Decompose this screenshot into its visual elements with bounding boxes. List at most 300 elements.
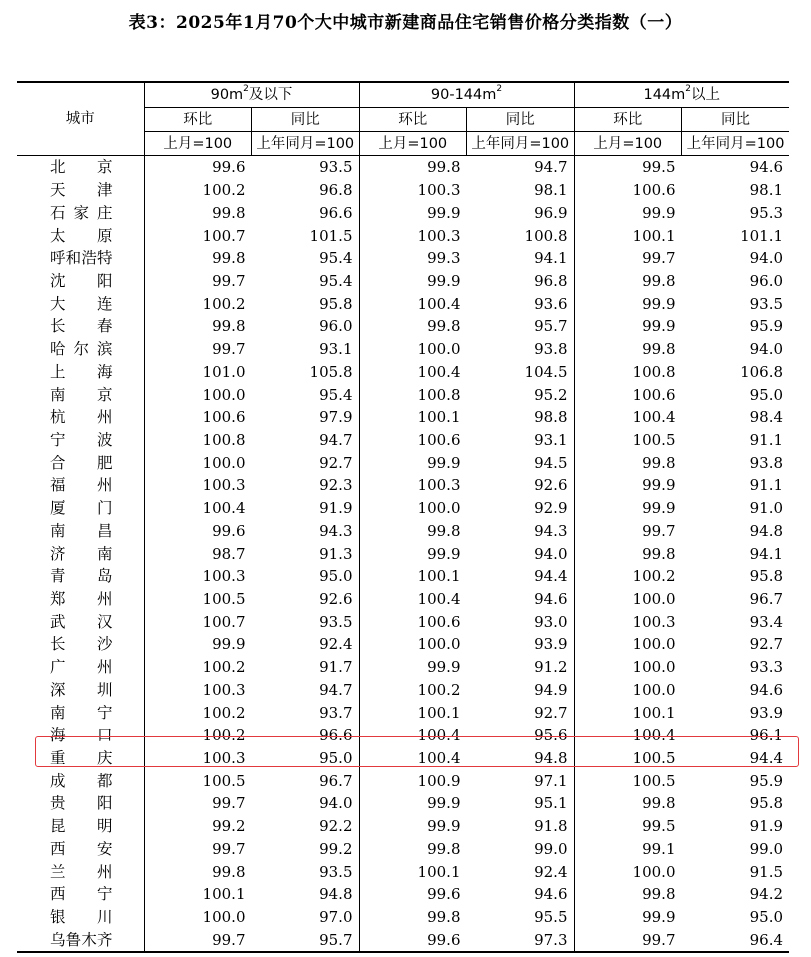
group-header-text: 90-144m — [430, 87, 497, 103]
yoy-header: 同比 — [467, 108, 575, 132]
index-value-cell: 94.6 — [467, 588, 575, 611]
city-name: 昆明 — [17, 815, 144, 838]
index-value-cell: 100.0 — [417, 499, 461, 518]
index-value-cell: 91.3 — [252, 542, 360, 565]
index-value-cell: 99.6 — [212, 521, 246, 540]
index-value-cell: 99.8 — [212, 249, 246, 268]
index-value-cell: 94.0 — [467, 542, 575, 565]
index-value-cell: 95.8 — [749, 567, 784, 586]
city-name: 深圳 — [17, 679, 144, 702]
city-name: 沈阳 — [17, 270, 144, 293]
city-name: 上海 — [17, 360, 144, 383]
index-value-cell: 93.5 — [252, 860, 360, 883]
group-header-90-and-below — [144, 82, 359, 108]
index-value-cell: 93.8 — [467, 338, 575, 361]
index-value-cell: 99.9 — [427, 658, 461, 677]
table-row — [17, 588, 789, 611]
superscript: 2 — [496, 84, 503, 94]
table-row — [17, 906, 789, 929]
index-value-cell: 91.9 — [252, 497, 360, 520]
index-value-cell: 99.1 — [642, 839, 676, 858]
index-value-cell: 99.6 — [427, 885, 461, 904]
index-value-cell: 96.6 — [252, 724, 360, 747]
index-value-cell: 100.4 — [417, 749, 461, 768]
index-value-cell: 96.8 — [467, 270, 575, 293]
city-name: 呼和浩特 — [17, 247, 144, 270]
index-value-cell: 95.4 — [252, 247, 360, 270]
index-value-cell: 96.8 — [252, 179, 360, 202]
table-row — [17, 247, 789, 270]
index-value-cell: 93.4 — [749, 612, 784, 631]
index-value-cell: 100.4 — [417, 294, 461, 313]
index-value-cell: 100.0 — [632, 590, 676, 609]
index-value-cell: 99.7 — [212, 271, 246, 290]
index-value-cell: 99.9 — [642, 203, 676, 222]
index-value-cell: 100.8 — [202, 430, 246, 449]
table-row — [17, 656, 789, 679]
table-row — [17, 451, 789, 474]
index-value-cell: 99.8 — [212, 203, 246, 222]
group-header-text: 90m — [210, 87, 244, 103]
index-value-cell: 100.3 — [202, 476, 246, 495]
index-value-cell: 100.0 — [202, 908, 246, 927]
index-value-cell: 96.6 — [252, 201, 360, 224]
index-value-cell: 100.1 — [417, 862, 461, 881]
city-name: 西宁 — [17, 883, 144, 906]
index-value-cell: 92.6 — [467, 474, 575, 497]
index-value-cell: 99.8 — [212, 317, 246, 336]
index-value-cell: 91.1 — [749, 430, 784, 449]
table-row — [17, 542, 789, 565]
city-column-header: 城市 — [17, 82, 144, 156]
index-value-cell: 100.1 — [632, 226, 676, 245]
index-value-cell: 101.0 — [202, 362, 246, 381]
index-value-cell: 99.9 — [427, 453, 461, 472]
index-value-cell: 100.8 — [632, 362, 676, 381]
index-value-cell: 93.7 — [252, 701, 360, 724]
index-value-cell: 92.7 — [252, 451, 360, 474]
price-index-table-container — [17, 81, 789, 953]
index-value-cell: 92.7 — [749, 635, 784, 654]
table-row — [17, 860, 789, 883]
index-value-cell: 99.7 — [212, 340, 246, 359]
index-value-cell: 100.0 — [202, 453, 246, 472]
index-value-cell: 99.9 — [427, 794, 461, 813]
index-value-cell: 94.4 — [749, 749, 784, 768]
yoy-header: 同比 — [252, 108, 360, 132]
index-value-cell: 99.2 — [212, 817, 246, 836]
city-name: 济南 — [17, 542, 144, 565]
index-value-cell: 97.3 — [467, 928, 575, 952]
table-row — [17, 610, 789, 633]
index-value-cell: 100.6 — [202, 408, 246, 427]
index-value-cell: 96.1 — [749, 726, 784, 745]
index-value-cell: 100.4 — [417, 362, 461, 381]
table-title: 表3：2025年1月70个大中城市新建商品住宅销售价格分类指数（一） — [128, 13, 683, 33]
index-value-cell: 101.1 — [740, 226, 784, 245]
superscript: 2 — [243, 84, 249, 94]
index-value-cell: 92.2 — [252, 815, 360, 838]
group-header-tail: 及以下 — [248, 87, 293, 103]
city-name: 杭州 — [17, 406, 144, 429]
index-value-cell: 91.5 — [749, 862, 784, 881]
index-value-cell: 94.0 — [749, 249, 784, 268]
index-value-cell: 99.8 — [642, 794, 676, 813]
index-value-cell: 100.6 — [417, 430, 461, 449]
index-value-cell: 100.1 — [417, 567, 461, 586]
index-value-cell: 99.9 — [427, 203, 461, 222]
index-value-cell: 100.0 — [202, 385, 246, 404]
superscript: 2 — [685, 84, 692, 94]
index-value-cell: 100.2 — [202, 658, 246, 677]
table-row — [17, 156, 789, 179]
table-row — [17, 633, 789, 656]
index-value-cell: 98.8 — [467, 406, 575, 429]
index-value-cell: 100.5 — [632, 430, 676, 449]
city-name: 哈尔滨 — [17, 338, 144, 361]
index-value-cell: 100.1 — [417, 703, 461, 722]
mom-base-header: 上月=100 — [359, 132, 467, 156]
index-value-cell: 95.5 — [467, 906, 575, 929]
index-value-cell: 100.4 — [632, 726, 676, 745]
index-value-cell: 91.2 — [467, 656, 575, 679]
city-name: 南宁 — [17, 701, 144, 724]
index-value-cell: 94.1 — [749, 544, 784, 563]
index-value-cell: 92.3 — [252, 474, 360, 497]
index-value-cell: 99.5 — [642, 817, 676, 836]
index-value-cell: 95.2 — [467, 383, 575, 406]
index-value-cell: 95.4 — [252, 383, 360, 406]
index-value-cell: 97.1 — [467, 769, 575, 792]
city-name: 福州 — [17, 474, 144, 497]
index-value-cell: 94.1 — [467, 247, 575, 270]
index-value-cell: 99.2 — [252, 838, 360, 861]
index-value-cell: 99.8 — [427, 908, 461, 927]
index-value-cell: 99.8 — [427, 317, 461, 336]
index-value-cell: 96.7 — [252, 769, 360, 792]
index-value-cell: 99.8 — [642, 885, 676, 904]
index-value-cell: 94.8 — [749, 521, 784, 540]
index-value-cell: 95.0 — [749, 908, 784, 927]
city-name: 天津 — [17, 179, 144, 202]
city-name: 成都 — [17, 769, 144, 792]
city-name: 长春 — [17, 315, 144, 338]
index-value-cell: 100.2 — [202, 294, 246, 313]
index-value-cell: 94.8 — [467, 747, 575, 770]
index-value-cell: 99.5 — [642, 158, 676, 177]
index-value-cell: 100.6 — [632, 181, 676, 200]
index-value-cell: 95.1 — [467, 792, 575, 815]
table-row — [17, 224, 789, 247]
group-header-90-144 — [359, 82, 574, 108]
index-value-cell: 100.5 — [202, 771, 246, 790]
city-name: 郑州 — [17, 588, 144, 611]
index-value-cell: 93.8 — [749, 453, 784, 472]
table-row — [17, 383, 789, 406]
mom-header: 环比 — [574, 108, 682, 132]
table-row — [17, 928, 789, 952]
city-name: 青岛 — [17, 565, 144, 588]
index-value-cell: 100.3 — [417, 226, 461, 245]
index-value-cell: 95.9 — [749, 771, 784, 790]
city-name: 太原 — [17, 224, 144, 247]
index-value-cell: 91.9 — [749, 817, 784, 836]
index-value-cell: 91.7 — [252, 656, 360, 679]
index-value-cell: 95.3 — [749, 203, 784, 222]
index-value-cell: 94.4 — [467, 565, 575, 588]
index-value-cell: 94.7 — [252, 679, 360, 702]
index-value-cell: 93.1 — [252, 338, 360, 361]
index-value-cell: 94.0 — [252, 792, 360, 815]
index-value-cell: 98.4 — [749, 408, 784, 427]
index-value-cell: 91.8 — [467, 815, 575, 838]
mom-base-header: 上月=100 — [144, 132, 252, 156]
index-value-cell: 100.8 — [467, 224, 575, 247]
index-value-cell: 99.8 — [427, 839, 461, 858]
index-value-cell: 95.9 — [749, 317, 784, 336]
yoy-base-header: 上年同月=100 — [252, 132, 360, 156]
index-value-cell: 101.5 — [252, 224, 360, 247]
index-value-cell: 100.1 — [417, 408, 461, 427]
index-value-cell: 99.8 — [427, 158, 461, 177]
table-row — [17, 315, 789, 338]
index-value-cell: 94.5 — [467, 451, 575, 474]
index-value-cell: 99.9 — [427, 271, 461, 290]
index-value-cell: 92.9 — [467, 497, 575, 520]
index-value-cell: 92.7 — [467, 701, 575, 724]
index-value-cell: 100.4 — [632, 408, 676, 427]
index-value-cell: 93.9 — [749, 703, 784, 722]
city-name: 南昌 — [17, 520, 144, 543]
index-value-cell: 93.5 — [749, 294, 784, 313]
index-value-cell: 100.4 — [202, 499, 246, 518]
index-value-cell: 93.5 — [252, 610, 360, 633]
table-row — [17, 429, 789, 452]
index-value-cell: 93.1 — [467, 429, 575, 452]
index-value-cell: 100.5 — [632, 771, 676, 790]
index-value-cell: 99.7 — [574, 928, 682, 952]
city-name: 石家庄 — [17, 201, 144, 224]
yoy-base-header: 上年同月=100 — [682, 132, 790, 156]
index-value-cell: 93.6 — [467, 292, 575, 315]
index-value-cell: 99.0 — [749, 839, 784, 858]
table-row — [17, 769, 789, 792]
table-row — [17, 883, 789, 906]
index-value-cell: 94.6 — [749, 158, 784, 177]
index-value-cell: 100.6 — [417, 612, 461, 631]
index-value-cell: 100.0 — [632, 635, 676, 654]
index-value-cell: 97.9 — [252, 406, 360, 429]
table-row — [17, 360, 789, 383]
index-value-cell: 97.0 — [252, 906, 360, 929]
index-value-cell: 99.8 — [212, 862, 246, 881]
city-name: 重庆 — [17, 747, 144, 770]
yoy-header: 同比 — [682, 108, 790, 132]
index-value-cell: 99.9 — [642, 499, 676, 518]
city-name: 大连 — [17, 292, 144, 315]
index-value-cell: 96.4 — [682, 928, 790, 952]
group-header-tail: 以上 — [691, 87, 721, 103]
index-value-cell: 93.0 — [467, 610, 575, 633]
city-name: 海口 — [17, 724, 144, 747]
index-value-cell: 100.3 — [417, 181, 461, 200]
mom-base-header: 上月=100 — [574, 132, 682, 156]
index-value-cell: 92.4 — [252, 633, 360, 656]
index-value-cell: 100.2 — [632, 567, 676, 586]
index-value-cell: 99.8 — [642, 544, 676, 563]
index-value-cell: 100.3 — [202, 567, 246, 586]
index-value-cell: 99.8 — [427, 521, 461, 540]
index-value-cell: 93.3 — [749, 658, 784, 677]
index-value-cell: 99.7 — [212, 794, 246, 813]
index-value-cell: 100.5 — [632, 749, 676, 768]
index-value-cell: 100.5 — [202, 590, 246, 609]
index-value-cell: 94.2 — [749, 885, 784, 904]
index-value-cell: 94.3 — [467, 520, 575, 543]
group-header-144-and-above — [574, 82, 789, 108]
index-value-cell: 100.3 — [202, 749, 246, 768]
index-value-cell: 99.8 — [642, 271, 676, 290]
index-value-cell: 100.2 — [202, 726, 246, 745]
index-value-cell: 94.7 — [252, 429, 360, 452]
index-value-cell: 100.3 — [417, 476, 461, 495]
index-value-cell: 100.0 — [632, 680, 676, 699]
table-row — [17, 338, 789, 361]
city-name: 兰州 — [17, 860, 144, 883]
index-value-cell: 99.6 — [212, 158, 246, 177]
index-value-cell: 99.8 — [642, 453, 676, 472]
table-row — [17, 201, 789, 224]
yoy-base-header: 上年同月=100 — [467, 132, 575, 156]
index-value-cell: 95.4 — [252, 270, 360, 293]
city-name: 长沙 — [17, 633, 144, 656]
table-row — [17, 679, 789, 702]
table-row — [17, 792, 789, 815]
index-value-cell: 94.0 — [749, 340, 784, 359]
index-value-cell: 100.0 — [417, 340, 461, 359]
index-value-cell: 96.9 — [467, 201, 575, 224]
index-value-cell: 95.7 — [252, 928, 360, 952]
index-value-cell: 100.9 — [417, 771, 461, 790]
city-name: 广州 — [17, 656, 144, 679]
mom-header: 环比 — [359, 108, 467, 132]
index-value-cell: 100.2 — [417, 680, 461, 699]
index-value-cell: 99.3 — [427, 249, 461, 268]
city-name: 银川 — [17, 906, 144, 929]
index-value-cell: 94.3 — [252, 520, 360, 543]
index-value-cell: 96.7 — [749, 590, 784, 609]
index-value-cell: 98.1 — [467, 179, 575, 202]
index-value-cell: 99.8 — [642, 340, 676, 359]
highlight-box — [35, 736, 799, 767]
table-row — [17, 520, 789, 543]
index-value-cell: 96.0 — [252, 315, 360, 338]
index-value-cell: 99.7 — [212, 839, 246, 858]
index-value-cell: 100.0 — [632, 862, 676, 881]
index-value-cell: 100.4 — [417, 726, 461, 745]
table-row — [17, 838, 789, 861]
index-value-cell: 99.9 — [427, 817, 461, 836]
city-name: 合肥 — [17, 451, 144, 474]
price-index-table — [17, 81, 789, 953]
city-name: 武汉 — [17, 610, 144, 633]
index-value-cell: 92.6 — [252, 588, 360, 611]
table-body — [17, 156, 789, 953]
index-value-cell: 106.8 — [740, 362, 784, 381]
index-value-cell: 100.0 — [417, 635, 461, 654]
index-value-cell: 93.5 — [252, 156, 360, 179]
city-name: 宁波 — [17, 429, 144, 452]
index-value-cell: 95.8 — [252, 292, 360, 315]
index-value-cell: 94.8 — [252, 883, 360, 906]
table-row — [17, 565, 789, 588]
index-value-cell: 95.7 — [467, 315, 575, 338]
index-value-cell: 94.6 — [467, 883, 575, 906]
index-value-cell: 99.0 — [467, 838, 575, 861]
table-row — [17, 406, 789, 429]
index-value-cell: 95.0 — [749, 385, 784, 404]
index-value-cell: 91.1 — [749, 476, 784, 495]
index-value-cell: 100.8 — [417, 385, 461, 404]
index-value-cell: 100.1 — [202, 885, 246, 904]
index-value-cell: 95.8 — [749, 794, 784, 813]
table-row — [17, 701, 789, 724]
index-value-cell: 99.9 — [427, 544, 461, 563]
index-value-cell: 94.9 — [467, 679, 575, 702]
index-value-cell: 98.7 — [212, 544, 246, 563]
index-value-cell: 99.9 — [642, 317, 676, 336]
index-value-cell: 94.7 — [467, 156, 575, 179]
table-row — [17, 292, 789, 315]
index-value-cell: 99.7 — [642, 249, 676, 268]
index-value-cell: 95.0 — [252, 747, 360, 770]
index-value-cell: 99.9 — [642, 476, 676, 495]
index-value-cell: 95.0 — [252, 565, 360, 588]
city-name: 乌鲁木齐 — [17, 928, 144, 952]
index-value-cell: 105.8 — [252, 360, 360, 383]
index-value-cell: 100.4 — [417, 590, 461, 609]
index-value-cell: 100.7 — [202, 226, 246, 245]
city-name: 南京 — [17, 383, 144, 406]
index-value-cell: 100.6 — [632, 385, 676, 404]
city-name: 贵阳 — [17, 792, 144, 815]
group-header-text: 144m — [643, 87, 686, 103]
table-row — [17, 815, 789, 838]
index-value-cell: 91.0 — [749, 499, 784, 518]
table-row — [17, 179, 789, 202]
index-value-cell: 98.1 — [749, 181, 784, 200]
index-value-cell: 96.0 — [749, 271, 784, 290]
index-value-cell: 99.6 — [359, 928, 467, 952]
index-value-cell: 100.3 — [202, 680, 246, 699]
index-value-cell: 100.1 — [632, 703, 676, 722]
table-row — [17, 497, 789, 520]
index-value-cell: 99.9 — [212, 635, 246, 654]
city-name: 厦门 — [17, 497, 144, 520]
index-value-cell: 94.6 — [749, 680, 784, 699]
mom-header: 环比 — [144, 108, 252, 132]
city-name: 西安 — [17, 838, 144, 861]
index-value-cell: 95.6 — [467, 724, 575, 747]
index-value-cell: 100.2 — [202, 181, 246, 200]
index-value-cell: 93.9 — [467, 633, 575, 656]
index-value-cell: 99.9 — [642, 908, 676, 927]
index-value-cell: 100.0 — [632, 658, 676, 677]
index-value-cell: 100.7 — [202, 612, 246, 631]
index-value-cell: 99.7 — [642, 521, 676, 540]
index-value-cell: 104.5 — [467, 360, 575, 383]
index-value-cell: 92.4 — [467, 860, 575, 883]
